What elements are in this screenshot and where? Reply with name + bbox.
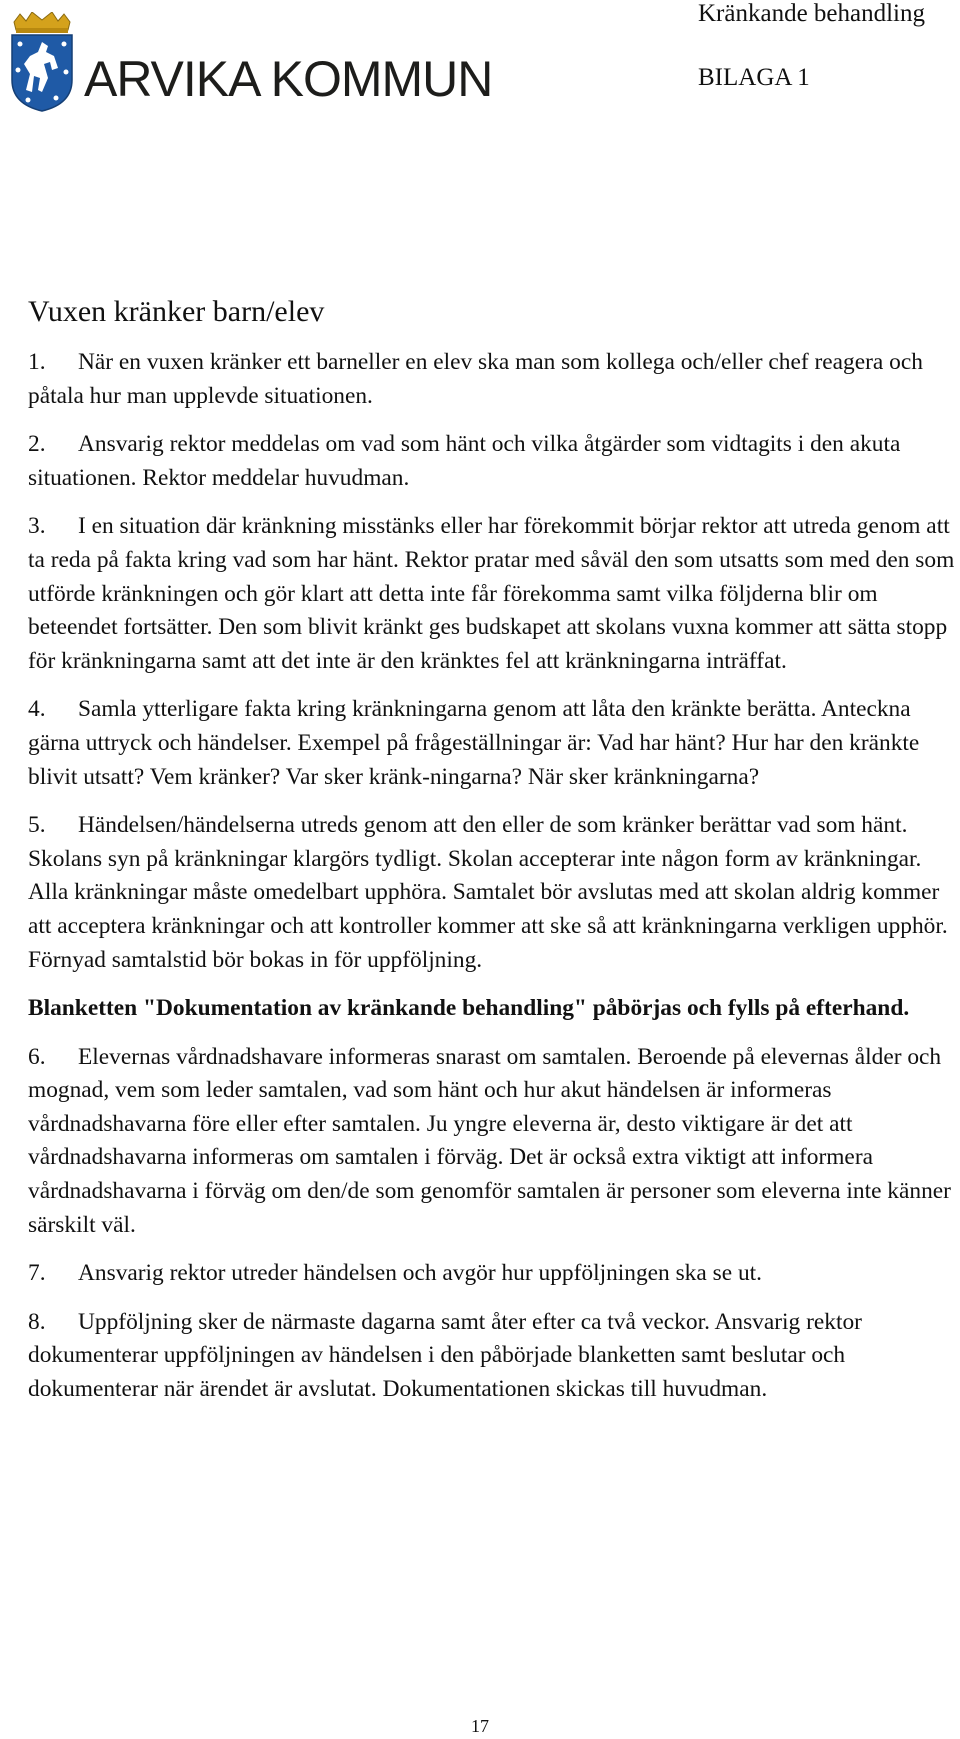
list-item [28,693,956,794]
list-item [28,1306,956,1407]
item-text: I en situation där kränkning misstänks eller har förekommit börjar rektor att utreda genom att ta reda på fakta kring vad som har hänt. Rektor pratar med såväl den som utsatts som med den som utförde kränkningen och gör klart att detta inte får förekomma samt vilka följderna blir om beteendet fortsätter. Den som blivit kränkt ges budskapet att skolans vuxna kommer att sätta stopp för kränkningarna samt att det inte är den kränktes fel att kränkningarna inträffat. [28,513,955,674]
document-title: Kränkande behandling [698,0,926,27]
item-text: Uppföljning sker de närmaste dagarna samt åter efter ca två veckor. Ansvarig rektor dokumenterar uppföljningen av händelsen i den påbörjade blanketten samt beslutar och dokumenterar när ärendet är avslutat. Dokumentationen skickas till huvudman. [28,1308,862,1403]
section-heading: Vuxen kränker barn/elev [28,295,325,328]
item-number: 1. [28,349,46,375]
form-note: Blanketten "Dokumentation av kränkande behandling" påbörjas och fylls på efterhand. [28,995,910,1022]
item-number: 6. [28,1043,46,1070]
item-text: När en vuxen kränker ett barneller en elev ska man som kollega och/eller chef reagera och påtala hur man upplevde situationen. [28,349,923,409]
annex-label: BILAGA 1 [698,64,810,91]
item-number: 4. [28,696,46,723]
item-text: Händelsen/händelserna utreds genom att den eller de som kränker berättar vad som hänt. Skolans syn på kränkningar klargörs tydligt. Skolan accepterar inte någon form av kränkningar. Alla kränkningar måste omedelbart upphöra. Samtalet bör avslutas med att skolan aldrig kommer att acceptera kränkningar och att kontroller kommer att ske så att kränkningarna verkligen upphör. Förnyad samtalstid bör bokas in för uppföljning. [28,812,948,973]
logo-text: ARVIKA KOMMUN [84,51,493,107]
list-item [28,809,956,977]
item-number: 5. [28,812,46,839]
item-text: Elevernas vårdnadshavare informeras snarast om samtalen. Beroende på elevernas ålder och mognad, vem som leder samtalen, vad som hänt och hur akut händelsen är informeras vårdnadshavarna före eller efter samtalen. Ju yngre eleverna är, desto viktigare är det att vårdnadshavarna informeras om samtalen i förväg. Det är också extra viktigt att informera vårdnadshavarna i förväg om den/de som genomför samtalen är personer som eleverna inte känner särskilt väl. [28,1043,951,1238]
list-item [28,510,956,678]
item-text: Samla ytterligare fakta kring kränkningarna genom att låta den kränkte berätta. Anteckna gärna uttryck och händelser. Exempel på frågeställningar är: Vad har hänt? Hur har den kränkte blivit utsatt? Vem kränker? Var sker kränk-ningarna? När sker kränkningarna? [28,696,920,790]
list-item [28,346,956,413]
item-text: Ansvarig rektor utreder händelsen och avgör hur uppföljningen ska se ut. [78,1260,762,1287]
list-item [28,1041,956,1243]
item-number: 2. [28,431,46,458]
page-number: 17 [471,1716,489,1736]
item-number: 7. [28,1260,46,1287]
item-number: 3. [28,513,46,540]
item-text: Ansvarig rektor meddelas om vad som hänt och vilka åtgärder som vidtagits i den akuta situationen. Rektor meddelar huvudman. [28,431,901,491]
item-number: 8. [28,1308,46,1335]
arvika-coat-of-arms-icon [8,12,76,112]
document-body [28,292,956,1422]
list-item [28,1257,956,1291]
logo [8,12,493,124]
list-item [28,428,956,495]
